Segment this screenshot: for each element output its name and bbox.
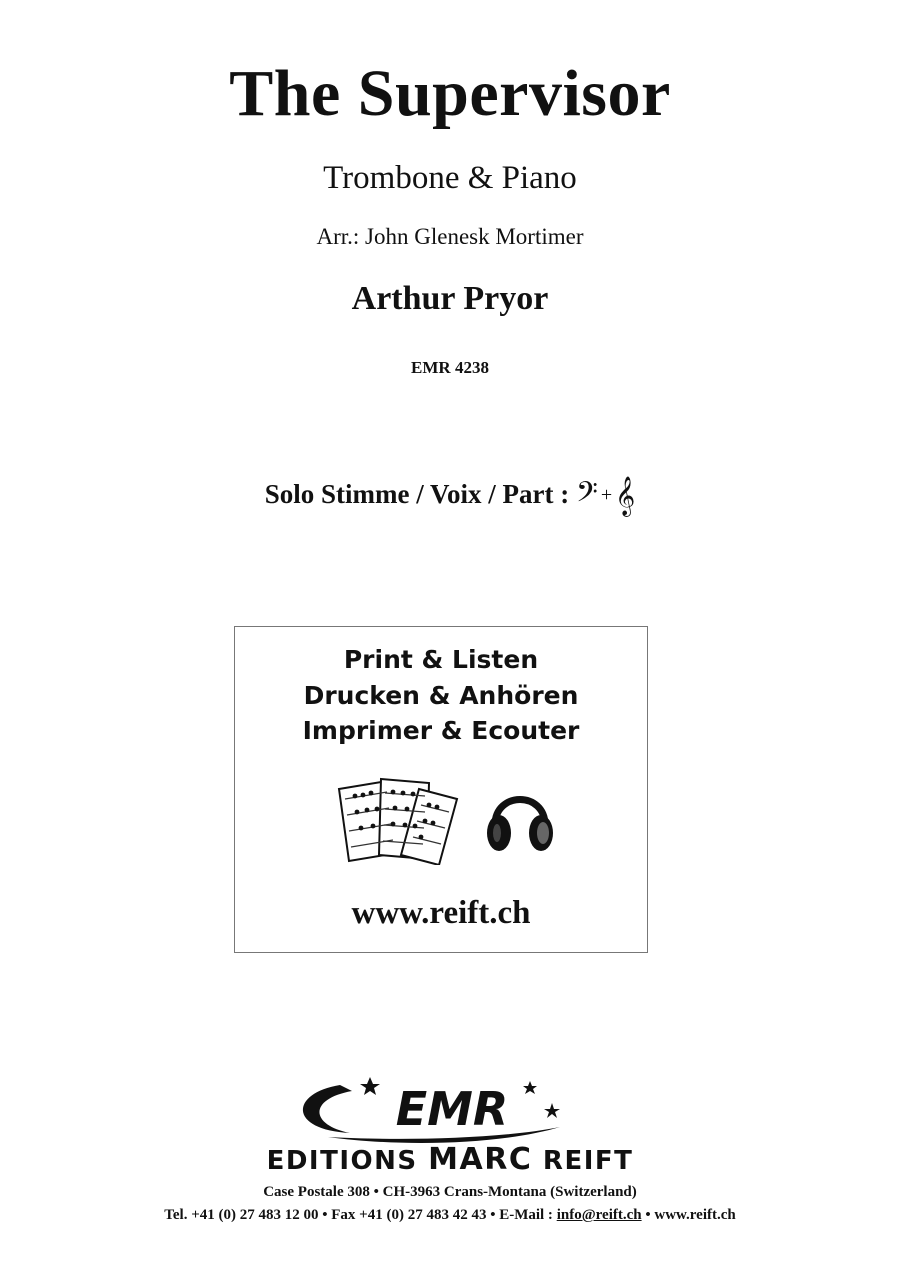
publisher-name-part-2: MARC bbox=[428, 1142, 533, 1177]
instrumentation: Trombone & Piano bbox=[323, 160, 577, 196]
contact-phone-fax: Tel. +41 (0) 27 483 12 00 • Fax +41 (0) 27 483 42 43 • E-Mail : bbox=[164, 1207, 557, 1223]
promo-line-french: Imprimer & Ecouter bbox=[302, 716, 580, 745]
promo-url: www.reift.ch bbox=[351, 895, 531, 931]
bass-clef-icon: 𝄢 bbox=[575, 478, 598, 515]
page-title: The Supervisor bbox=[229, 57, 671, 130]
plus-sign: + bbox=[600, 484, 613, 506]
arranger: Arr.: John Glenesk Mortimer bbox=[316, 224, 584, 249]
print-listen-box bbox=[234, 626, 648, 953]
publisher-name-part-3: REIFT bbox=[532, 1146, 634, 1176]
sheet-music-icon bbox=[339, 779, 457, 865]
catalog-number: EMR 4238 bbox=[411, 358, 489, 377]
contact-website: • www.reift.ch bbox=[641, 1207, 736, 1223]
publisher-contact bbox=[0, 1207, 900, 1224]
logo-text: EMR bbox=[395, 1082, 509, 1136]
email-link[interactable]: info@reift.ch bbox=[556, 1207, 642, 1223]
composer: Arthur Pryor bbox=[351, 280, 549, 317]
promo-line-german: Drucken & Anhören bbox=[303, 681, 579, 710]
promo-line-english: Print & Listen bbox=[343, 645, 539, 674]
publisher-name-part-1: EDITIONS bbox=[266, 1146, 429, 1176]
part-label bbox=[0, 478, 900, 516]
part-text: Solo Stimme / Voix / Part : bbox=[264, 479, 570, 509]
publisher-address: Case Postale 308 • CH-3963 Crans-Montana (Switzerland) bbox=[263, 1184, 637, 1200]
treble-clef-icon: 𝄞 bbox=[615, 478, 636, 515]
promo-icons bbox=[335, 775, 565, 865]
headphones-icon bbox=[487, 800, 553, 852]
publisher-name bbox=[230, 1142, 670, 1177]
